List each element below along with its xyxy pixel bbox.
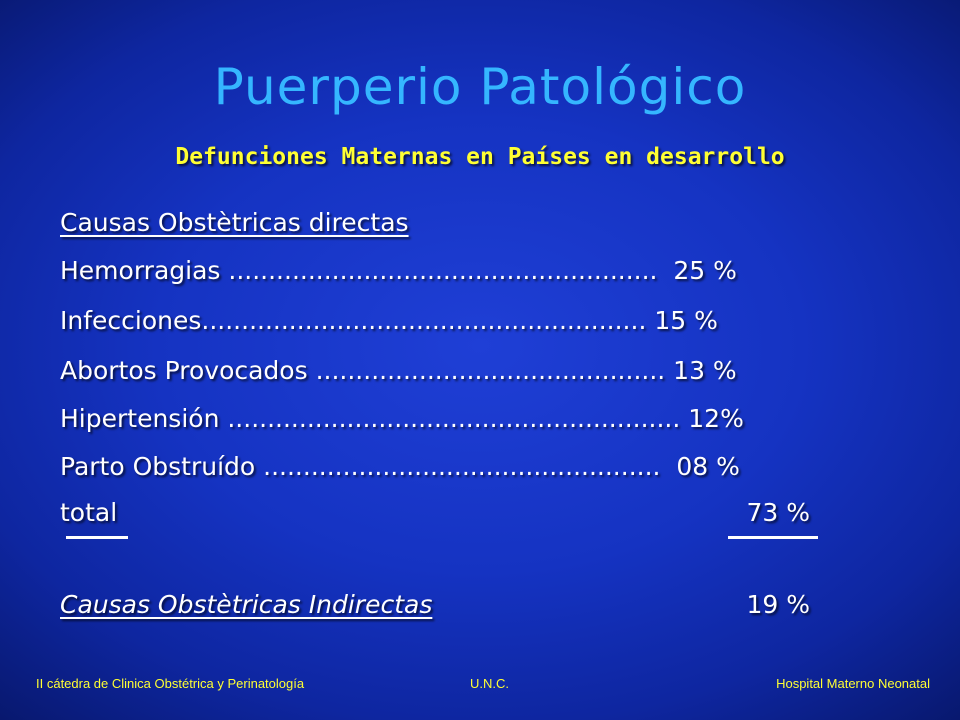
section-heading-direct: Causas Obstètricas directas xyxy=(60,208,409,237)
total-label-rule xyxy=(66,536,128,539)
indirect-causes-label: Causas Obstètricas Indirectas xyxy=(60,590,433,619)
footer-left: II cátedra de Clinica Obstétrica y Perinatología xyxy=(36,676,305,691)
list-item-hemorragias: Hemorragias ...................................................... 25 % xyxy=(60,256,737,285)
footer-right: Hospital Materno Neonatal xyxy=(776,676,930,691)
footer-center: U.N.C. xyxy=(470,676,509,691)
list-item-hipertension: Hipertensión ......................................................... 12% xyxy=(60,404,744,433)
list-item-infecciones: Infecciones........................................................ 15 % xyxy=(60,306,718,335)
list-item-abortos: Abortos Provocados ............................................ 13 % xyxy=(60,356,737,385)
indirect-causes-value: 19 % xyxy=(746,590,810,619)
total-value: 73 % xyxy=(746,498,810,527)
slide-subtitle: Defunciones Maternas en Países en desarrollo xyxy=(175,144,785,170)
total-label: total xyxy=(60,498,118,527)
list-item-parto-obstruido: Parto Obstruído .................................................. 08 % xyxy=(60,452,740,481)
total-value-rule xyxy=(728,536,818,539)
slide-title: Puerperio Patológico xyxy=(213,58,747,116)
